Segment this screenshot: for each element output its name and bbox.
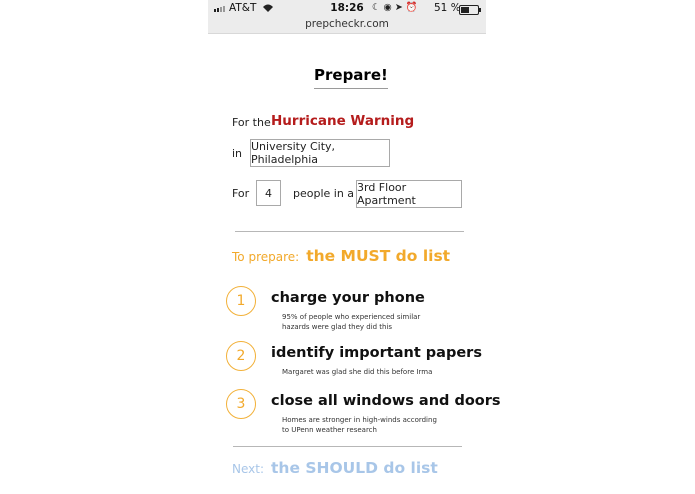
should-prefix: Next:	[232, 462, 264, 476]
clock-time: 18:26	[330, 2, 364, 14]
location-arrow-icon: ➤	[394, 2, 403, 13]
for-label: For	[232, 187, 250, 200]
hazard-name[interactable]: Hurricane Warning	[271, 113, 415, 129]
divider	[233, 446, 462, 447]
must-item-text: charge your phone	[271, 290, 425, 306]
in-label: in	[232, 147, 243, 160]
must-prefix: To prepare:	[232, 250, 300, 264]
should-section-heading[interactable]	[232, 459, 438, 477]
must-item-note: Homes are stronger in high-winds according to UPenn weather research	[282, 416, 437, 434]
dwelling-field[interactable]: 3rd Floor Apartment	[356, 180, 462, 208]
for-the-label: For the	[232, 116, 271, 129]
divider	[235, 231, 464, 232]
step-number-badge: 3	[226, 389, 256, 419]
people-label: people in a	[293, 187, 355, 200]
step-number-badge: 1	[226, 286, 256, 316]
location-field[interactable]: University City, Philadelphia	[250, 139, 390, 167]
must-item-note: 95% of people who experienced similar hazards were glad they did this	[282, 313, 421, 331]
alarm-icon: ⏰	[405, 2, 418, 13]
must-item-text: close all windows and doors	[271, 393, 501, 409]
battery-icon	[459, 5, 479, 15]
must-item-text: identify important papers	[271, 345, 482, 361]
battery-percentage: 51 %	[434, 2, 461, 14]
should-title: the SHOULD do list	[271, 459, 438, 477]
page-title: Prepare!	[314, 66, 388, 89]
carrier-label: AT&T	[229, 2, 257, 14]
status-bar	[208, 0, 486, 34]
moon-icon: ☾	[372, 2, 381, 13]
rotation-lock-icon: ◉	[383, 2, 392, 13]
phone-screen	[208, 0, 501, 494]
must-item-note: Margaret was glad she did this before Irma	[282, 368, 433, 376]
address-bar-url[interactable]: prepcheckr.com	[305, 18, 389, 30]
step-number-badge: 2	[226, 341, 256, 371]
must-section-heading	[232, 247, 450, 265]
people-count-field[interactable]: 4	[256, 180, 281, 206]
must-title: the MUST do list	[306, 247, 451, 265]
